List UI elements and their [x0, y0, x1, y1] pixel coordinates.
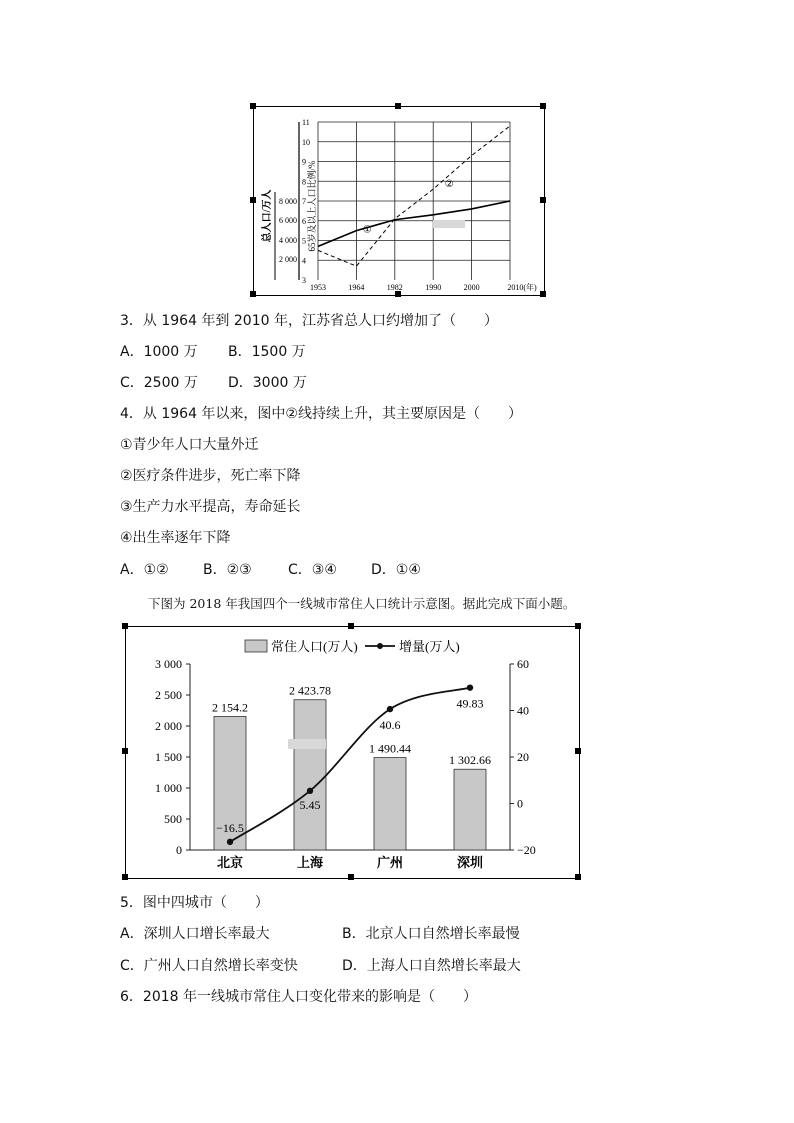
bar-value-label: 1 302.66: [449, 753, 491, 768]
increment-point: [387, 706, 393, 712]
x-tick-label: 2000: [463, 283, 480, 292]
increment-value-label: 49.83: [456, 696, 484, 711]
q4-option-a[interactable]: A．①②: [120, 562, 169, 578]
left-tick-label: 2 000: [155, 719, 182, 733]
q4-statement-1: ①青少年人口大量外迁: [120, 437, 259, 453]
right-tick-label: 6: [302, 216, 306, 226]
legend-line-marker: [377, 643, 383, 649]
series-1-line: [318, 201, 510, 246]
x-tick-label: 1990: [425, 283, 442, 292]
category-label: 上海: [296, 855, 324, 870]
q3-option-a[interactable]: A．1000 万: [120, 344, 198, 360]
right-tick-label: 10: [302, 137, 310, 147]
right-tick-label: 4: [302, 256, 306, 266]
q5-option-a[interactable]: A．深圳人口增长率最大: [120, 926, 270, 942]
left-tick-label: 8 000: [279, 197, 297, 206]
increment-value-label: 40.6: [379, 718, 401, 733]
bar-value-label: 2 154.2: [212, 700, 248, 715]
left-tick-label: 6 000: [279, 216, 297, 225]
left-axis-label: 总人口/万人: [262, 189, 273, 243]
right-tick-label: 9: [302, 157, 306, 167]
x-tick-label: 2010(年): [507, 283, 537, 292]
series-2-label: ②: [444, 179, 454, 191]
q4-option-d[interactable]: D．①④: [371, 562, 421, 578]
q4-statement-2: ②医疗条件进步，死亡率下降: [120, 468, 301, 484]
right-tick-label: 5: [302, 236, 306, 246]
bar-value-label: 2 423.78: [289, 683, 331, 698]
right-tick-label: 7: [302, 197, 306, 206]
right-tick-label: 0: [517, 796, 523, 811]
increment-point: [227, 839, 233, 845]
q4-option-c[interactable]: C．③④: [288, 562, 337, 578]
question-3: 3．从 1964 年到 2010 年，江苏省总人口约增加了（ ）: [120, 313, 498, 329]
q3-option-b[interactable]: B．1500 万: [228, 344, 306, 360]
redaction-mark: [433, 220, 465, 228]
category-label: 北京: [216, 855, 244, 870]
right-tick-label: 60: [517, 657, 529, 671]
legend-line-label: 增量(万人): [399, 639, 460, 654]
right-tick-label: 20: [517, 750, 529, 764]
right-axis-label: 65岁及以上人口比例/%: [307, 160, 317, 252]
increment-line: [230, 688, 470, 842]
series-1-label: ①: [362, 224, 372, 236]
x-tick-label: 1953: [310, 283, 326, 292]
question-5: 5．图中四城市（ ）: [120, 895, 269, 911]
q4-statement-4: ④出生率逐年下降: [120, 530, 231, 546]
q5-option-c[interactable]: C．广州人口自然增长率变快: [120, 958, 298, 974]
x-tick-label: 1982: [386, 283, 403, 292]
right-tick-label: 40: [517, 703, 529, 718]
increment-value-label: −16.5: [216, 820, 244, 835]
question-4: 4．从 1964 年以来，图中②线持续上升，其主要原因是（ ）: [120, 406, 522, 422]
left-tick-label: 1 500: [155, 750, 182, 764]
population-aging-chart: [253, 106, 543, 294]
legend-bar-label: 常住人口(万人): [271, 639, 358, 654]
right-tick-label: 8: [302, 177, 306, 187]
right-tick-label: 3: [302, 276, 306, 285]
series-2-line: [318, 126, 510, 266]
q4-option-b[interactable]: B．②③: [203, 562, 252, 578]
left-tick-label: 0: [176, 843, 182, 857]
left-tick-label: 1 000: [155, 781, 182, 795]
bar: [374, 758, 406, 850]
bar: [294, 700, 326, 850]
figure2-intro: 下图为 2018 年我国四个一线城市常住人口统计示意图。据此完成下面小题。: [148, 596, 576, 611]
increment-value-label: 5.45: [299, 797, 321, 812]
left-tick-label: 2 000: [279, 255, 297, 264]
category-label: 广州: [376, 855, 404, 870]
bar: [454, 769, 486, 850]
left-tick-label: 2 500: [155, 688, 182, 702]
left-tick-label: 3 000: [155, 657, 182, 671]
redaction-mark: [288, 739, 326, 749]
q5-option-b[interactable]: B．北京人口自然增长率最慢: [342, 926, 520, 942]
q3-option-c[interactable]: C．2500 万: [120, 375, 198, 391]
increment-point: [467, 684, 473, 690]
q3-option-d[interactable]: D．3000 万: [228, 375, 307, 391]
increment-point: [307, 788, 313, 794]
q4-statement-3: ③生产力水平提高，寿命延长: [120, 499, 301, 515]
left-tick-label: 500: [164, 812, 182, 826]
bar-value-label: 1 490.44: [369, 741, 411, 756]
left-tick-label: 4 000: [279, 236, 297, 245]
category-label: 深圳: [456, 855, 484, 870]
city-population-chart: [125, 626, 578, 877]
legend-bar-swatch: [245, 640, 267, 652]
question-6: 6．2018 年一线城市常住人口变化带来的影响是（ ）: [120, 989, 477, 1005]
q5-option-d[interactable]: D．上海人口自然增长率最大: [342, 958, 521, 974]
right-tick-label: −20: [517, 843, 536, 857]
right-tick-label: 11: [302, 118, 310, 127]
x-tick-label: 1964: [348, 283, 365, 292]
